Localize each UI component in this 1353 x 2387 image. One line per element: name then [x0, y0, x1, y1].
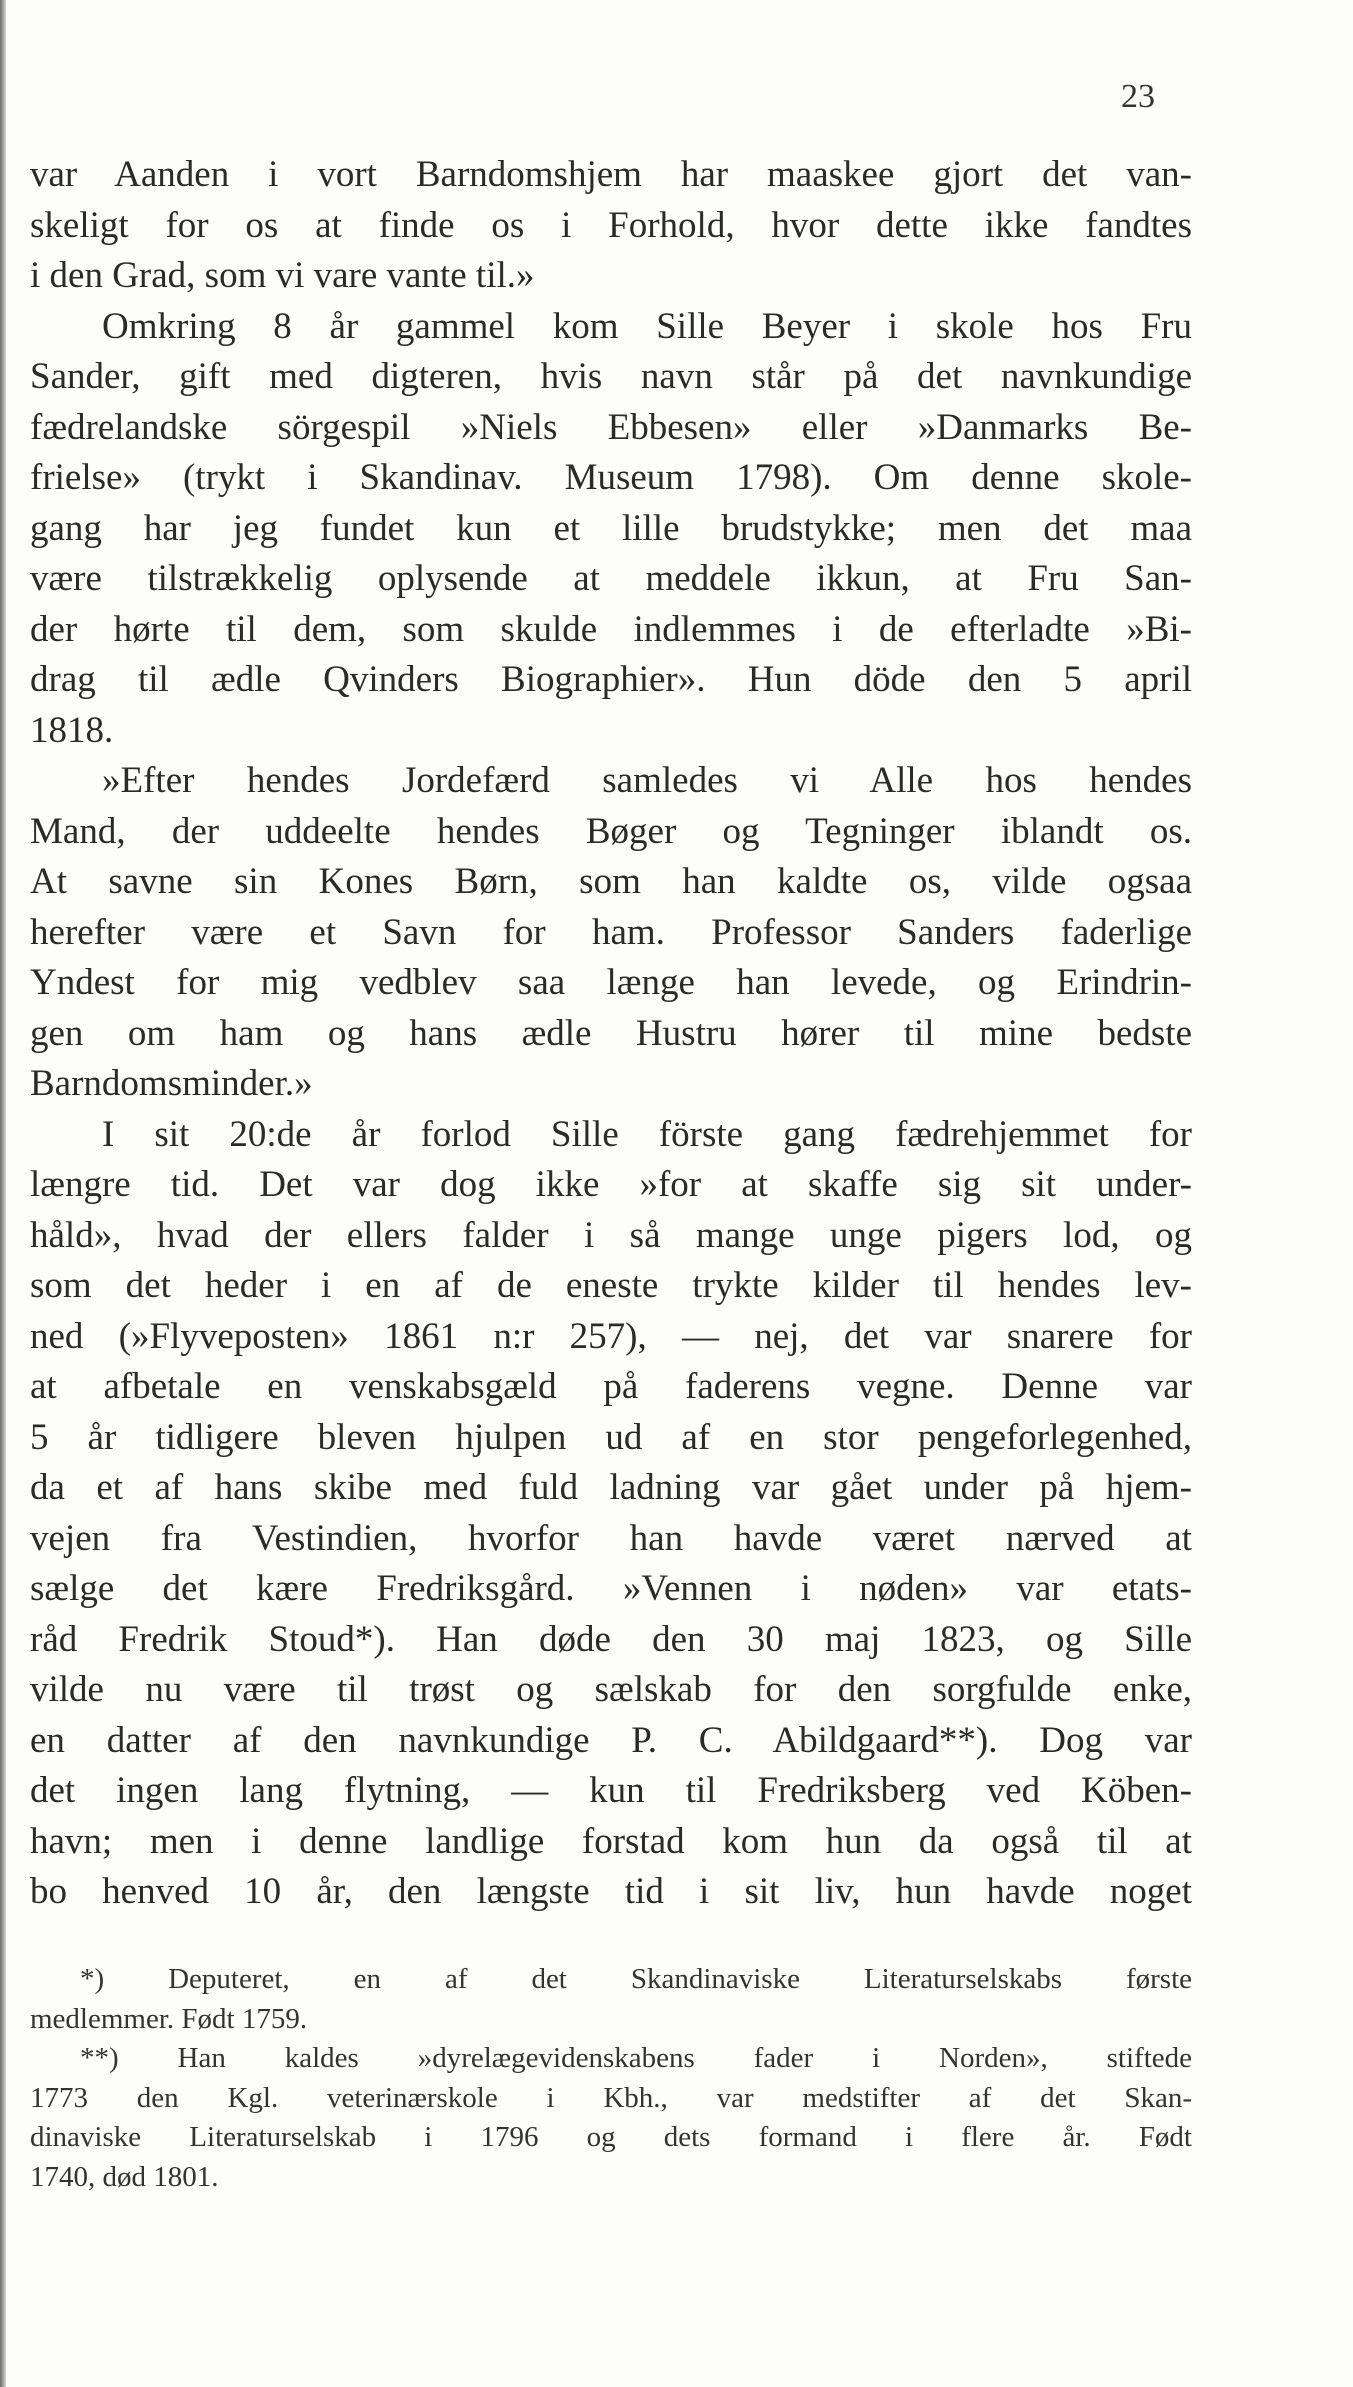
- text-line: sælge det kære Fredriksgård. »Vennen i nøden» var etats-: [30, 1568, 1192, 1609]
- text-line: være tilstrækkelig oplysende at meddele ikkun, at Fru San-: [30, 558, 1192, 599]
- text-line: det ingen lang flytning, — kun til Fredriksberg ved Köben-: [30, 1770, 1192, 1811]
- footnote-line: medlemmer. Født 1759.: [30, 2002, 308, 2035]
- text-line: 5 år tidligere bleven hjulpen ud af en stor pengeforlegenhed,: [30, 1416, 1192, 1458]
- text-line: Mand, der uddeelte hendes Bøger og Tegninger iblandt os.: [30, 810, 1192, 852]
- text-line: råd Fredrik Stoud*). Han døde den 30 maj 1823, og Sille: [30, 1618, 1192, 1660]
- text-line: vejen fra Vestindien, hvorfor han havde været nærved at: [30, 1517, 1192, 1559]
- text-line: bo henved 10 år, den længste tid i sit liv, hun havde noget: [30, 1871, 1192, 1912]
- text-line: skeligt for os at finde os i Forhold, hvor dette ikke fandtes: [30, 204, 1192, 246]
- text-line: vilde nu være til trøst og sælskab for den sorgfulde enke,: [30, 1669, 1192, 1710]
- page-number: 23: [1121, 78, 1155, 115]
- footnote-line: dinaviske Literaturselskab i 1796 og dets formand i flere år. Født: [30, 2121, 1192, 2153]
- footnote-line: *) Deputeret, en af det Skandinaviske Literaturselskabs første: [80, 1963, 1192, 1995]
- footnote-line: **) Han kaldes »dyrelægevidenskabens fader i Norden», stiftede: [80, 2042, 1192, 2074]
- text-line: at afbetale en venskabsgæld på faderens vegne. Denne var: [30, 1366, 1192, 1407]
- text-line: gen om ham og hans ædle Hustru hører til mine bedste: [30, 1012, 1192, 1054]
- text-line: som det heder i en af de eneste trykte kilder til hendes lev-: [30, 1265, 1192, 1306]
- text-line: Omkring 8 år gammel kom Sille Beyer i skole hos Fru: [102, 305, 1192, 347]
- text-line: »Efter hendes Jordefærd samledes vi Alle hos hendes: [102, 760, 1192, 801]
- text-line: drag til ædle Qvinders Biographier». Hun döde den 5 april: [30, 659, 1192, 700]
- text-line: gang har jeg fundet kun et lille brudstykke; men det maa: [30, 507, 1192, 549]
- footnote-line: 1740, død 1801.: [30, 2160, 219, 2193]
- text-line: havn; men i denne landlige forstad kom hun da også til at: [30, 1820, 1192, 1862]
- text-line: I sit 20:de år forlod Sille förste gang fædrehjemmet for: [102, 1113, 1192, 1155]
- text-line: Barndomsminder.»: [30, 1063, 313, 1104]
- text-line: At savne sin Kones Børn, som han kaldte os, vilde ogsaa: [30, 861, 1192, 902]
- text-line: frielse» (trykt i Skandinav. Museum 1798). Om denne skole-: [30, 457, 1192, 498]
- text-line: 1818.: [30, 709, 114, 751]
- text-line: Sander, gift med digteren, hvis navn står på det navnkundige: [30, 356, 1192, 397]
- text-line: en datter af den navnkundige P. C. Abildgaard**). Dog var: [30, 1719, 1192, 1761]
- text-line: fædrelandske sörgespil »Niels Ebbesen» eller »Danmarks Be-: [30, 406, 1192, 448]
- body-text: [30, 150, 1192, 1918]
- text-line: ned (»Flyveposten» 1861 n:r 257), — nej, det var snarere for: [30, 1315, 1192, 1357]
- text-line: herefter være et Savn for ham. Professor Sanders faderlige: [30, 911, 1192, 953]
- text-line: i den Grad, som vi vare vante til.»: [30, 255, 535, 296]
- text-line: var Aanden i vort Barndomshjem har maaskee gjort det van-: [30, 154, 1192, 195]
- text-line: der hørte til dem, som skulde indlemmes i de efterladte »Bi-: [30, 608, 1192, 650]
- page-binding-edge: [0, 0, 6, 2387]
- footnote-line: 1773 den Kgl. veterinærskole i Kbh., var medstifter af det Skan-: [30, 2081, 1192, 2114]
- text-line: længre tid. Det var dog ikke »for at skaffe sig sit under-: [30, 1164, 1192, 1205]
- text-line: håld», hvad der ellers falder i så mange unge pigers lod, og: [30, 1214, 1192, 1256]
- text-line: da et af hans skibe med fuld ladning var gået under på hjem-: [30, 1467, 1192, 1508]
- footnotes: [30, 1960, 1192, 2197]
- text-line: Yndest for mig vedblev saa længe han levede, og Erindrin-: [30, 962, 1192, 1003]
